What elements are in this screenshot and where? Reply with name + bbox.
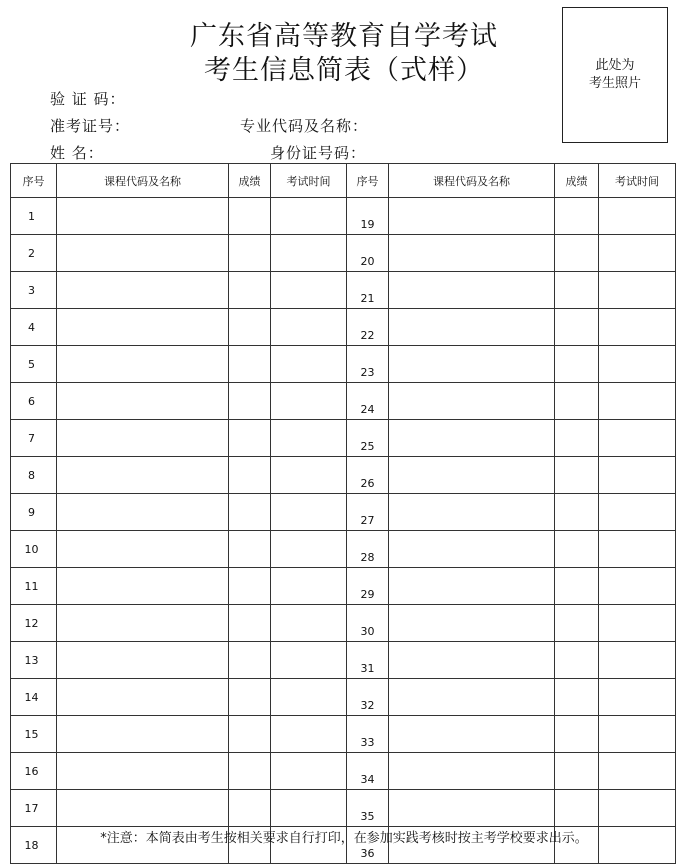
score-cell-left[interactable] (229, 198, 271, 235)
course-cell-right[interactable] (389, 494, 555, 531)
score-cell-left[interactable] (229, 790, 271, 827)
course-cell-left[interactable] (57, 346, 229, 383)
seq-number-right: 27 (347, 494, 389, 531)
score-cell-left[interactable] (229, 383, 271, 420)
table-row (11, 716, 676, 753)
table-row (11, 235, 676, 272)
score-cell-right[interactable] (555, 235, 599, 272)
course-cell-right[interactable] (389, 679, 555, 716)
verification-code-label: 验 证 码： (50, 90, 126, 108)
seq-number-right: 25 (347, 420, 389, 457)
seq-number-left: 14 (11, 679, 57, 716)
name-label: 姓 名： (50, 144, 104, 162)
exam-time-cell-left[interactable] (271, 346, 347, 383)
table-row (11, 494, 676, 531)
exam-time-cell-left[interactable] (271, 716, 347, 753)
exam-time-cell-right[interactable] (599, 716, 676, 753)
table-row (11, 531, 676, 568)
exam-time-cell-left[interactable] (271, 420, 347, 457)
seq-number-right: 32 (347, 679, 389, 716)
exam-time-cell-right[interactable] (599, 790, 676, 827)
exam-time-cell-right[interactable] (599, 235, 676, 272)
seq-number-right: 34 (347, 753, 389, 790)
course-cell-left[interactable] (57, 235, 229, 272)
header-exam-time-left: 考试时间 (271, 164, 347, 198)
table-row (11, 457, 676, 494)
score-cell-left[interactable] (229, 531, 271, 568)
seq-number-left: 1 (11, 198, 57, 235)
seq-number-right: 21 (347, 272, 389, 309)
seq-number-left: 17 (11, 790, 57, 827)
photo-placeholder-line1: 此处为 (595, 58, 635, 73)
photo-placeholder-line2: 考生照片 (588, 76, 641, 91)
exam-time-cell-left[interactable] (271, 605, 347, 642)
score-cell-left[interactable] (229, 420, 271, 457)
exam-time-cell-right[interactable] (599, 494, 676, 531)
score-cell-right[interactable] (555, 531, 599, 568)
score-cell-right[interactable] (555, 679, 599, 716)
exam-time-cell-right[interactable] (599, 642, 676, 679)
course-cell-right[interactable] (389, 790, 555, 827)
seq-number-left: 9 (11, 494, 57, 531)
table-row (11, 198, 676, 235)
seq-number-right: 33 (347, 716, 389, 753)
header-score-left: 成绩 (229, 164, 271, 198)
table-row (11, 790, 676, 827)
course-cell-left[interactable] (57, 716, 229, 753)
seq-number-left: 13 (11, 642, 57, 679)
exam-time-cell-right[interactable] (599, 457, 676, 494)
seq-number-right: 24 (347, 383, 389, 420)
course-cell-left[interactable] (57, 309, 229, 346)
seq-number-right: 31 (347, 642, 389, 679)
seq-number-right: 36 (347, 827, 389, 864)
exam-time-cell-right[interactable] (599, 753, 676, 790)
seq-number-right: 30 (347, 605, 389, 642)
course-cell-right[interactable] (389, 716, 555, 753)
course-cell-right[interactable] (389, 457, 555, 494)
score-cell-left[interactable] (229, 272, 271, 309)
exam-time-cell-left[interactable] (271, 383, 347, 420)
score-cell-right[interactable] (555, 642, 599, 679)
exam-time-cell-right[interactable] (599, 272, 676, 309)
exam-time-cell-left[interactable] (271, 198, 347, 235)
course-record-table (10, 163, 676, 864)
exam-time-cell-right[interactable] (599, 568, 676, 605)
seq-number-right: 35 (347, 790, 389, 827)
seq-number-left: 5 (11, 346, 57, 383)
exam-time-cell-left[interactable] (271, 235, 347, 272)
course-cell-right[interactable] (389, 568, 555, 605)
table-row (11, 605, 676, 642)
exam-time-cell-left[interactable] (271, 790, 347, 827)
exam-time-cell-left[interactable] (271, 494, 347, 531)
course-cell-left[interactable] (57, 272, 229, 309)
seq-number-left: 7 (11, 420, 57, 457)
seq-number-right: 19 (347, 198, 389, 235)
seq-number-left: 6 (11, 383, 57, 420)
seq-number-right: 28 (347, 531, 389, 568)
footnote: *注意：本简表由考生按相关要求自行打印，在参加实践考核时按主考学校要求出示。 (100, 831, 588, 846)
score-cell-left[interactable] (229, 716, 271, 753)
header-seq-right: 序号 (347, 164, 389, 198)
course-cell-right[interactable] (389, 420, 555, 457)
seq-number-left: 11 (11, 568, 57, 605)
score-cell-right[interactable] (555, 753, 599, 790)
course-cell-right[interactable] (389, 383, 555, 420)
course-cell-right[interactable] (389, 198, 555, 235)
course-cell-left[interactable] (57, 420, 229, 457)
table-row (11, 383, 676, 420)
seq-number-left: 10 (11, 531, 57, 568)
course-cell-left[interactable] (57, 383, 229, 420)
admission-number-label: 准考证号： (50, 117, 131, 135)
course-cell-left[interactable] (57, 679, 229, 716)
score-cell-right[interactable] (555, 309, 599, 346)
seq-number-left: 15 (11, 716, 57, 753)
exam-time-cell-right[interactable] (599, 605, 676, 642)
seq-number-right: 23 (347, 346, 389, 383)
course-cell-left[interactable] (57, 642, 229, 679)
exam-time-cell-left[interactable] (271, 457, 347, 494)
form-title-line1: 广东省高等教育自学考试 (190, 21, 498, 52)
seq-number-left: 8 (11, 457, 57, 494)
table-row (11, 642, 676, 679)
course-cell-left[interactable] (57, 457, 229, 494)
exam-time-cell-right[interactable] (599, 309, 676, 346)
course-cell-left[interactable] (57, 568, 229, 605)
exam-time-cell-left[interactable] (271, 568, 347, 605)
course-cell-right[interactable] (389, 309, 555, 346)
course-cell-left[interactable] (57, 753, 229, 790)
exam-time-cell-right[interactable] (599, 679, 676, 716)
seq-number-left: 16 (11, 753, 57, 790)
header-seq-left: 序号 (11, 164, 57, 198)
seq-number-left: 12 (11, 605, 57, 642)
seq-number-left: 18 (11, 827, 57, 864)
exam-time-cell-left[interactable] (271, 642, 347, 679)
exam-time-cell-left[interactable] (271, 679, 347, 716)
score-cell-right[interactable] (555, 605, 599, 642)
score-cell-left[interactable] (229, 568, 271, 605)
score-cell-right[interactable] (555, 383, 599, 420)
header-score-right: 成绩 (555, 164, 599, 198)
score-cell-right[interactable] (555, 790, 599, 827)
table-row (11, 679, 676, 716)
seq-number-left: 4 (11, 309, 57, 346)
seq-number-left: 2 (11, 235, 57, 272)
table-row (11, 568, 676, 605)
major-code-name-label: 专业代码及名称： (240, 117, 369, 135)
score-cell-right[interactable] (555, 420, 599, 457)
course-cell-left[interactable] (57, 531, 229, 568)
header-exam-time-right: 考试时间 (599, 164, 676, 198)
score-cell-left[interactable] (229, 753, 271, 790)
score-cell-left[interactable] (229, 346, 271, 383)
exam-time-cell-right[interactable] (599, 346, 676, 383)
score-cell-left[interactable] (229, 235, 271, 272)
table-row (11, 272, 676, 309)
score-cell-right[interactable] (555, 272, 599, 309)
score-cell-right[interactable] (555, 568, 599, 605)
course-cell-right[interactable] (389, 642, 555, 679)
form-title-line2: 考生信息简表（式样） (204, 55, 484, 86)
score-cell-left[interactable] (229, 309, 271, 346)
exam-time-cell-right[interactable] (599, 531, 676, 568)
score-cell-right[interactable] (555, 494, 599, 531)
course-cell-right[interactable] (389, 605, 555, 642)
course-cell-left[interactable] (57, 198, 229, 235)
score-cell-left[interactable] (229, 605, 271, 642)
seq-number-right: 29 (347, 568, 389, 605)
exam-time-cell-left[interactable] (271, 272, 347, 309)
seq-number-right: 20 (347, 235, 389, 272)
course-cell-right[interactable] (389, 531, 555, 568)
table-header-row (11, 164, 676, 198)
exam-time-cell-right[interactable] (599, 198, 676, 235)
header-course-left: 课程代码及名称 (57, 164, 229, 198)
score-cell-right[interactable] (555, 457, 599, 494)
id-number-label: 身份证号码： (270, 144, 367, 162)
score-cell-left[interactable] (229, 494, 271, 531)
seq-number-right: 22 (347, 309, 389, 346)
table-row (11, 309, 676, 346)
course-cell-right[interactable] (389, 272, 555, 309)
course-cell-right[interactable] (389, 753, 555, 790)
course-cell-left[interactable] (57, 790, 229, 827)
exam-time-cell-left[interactable] (271, 309, 347, 346)
course-cell-right[interactable] (389, 235, 555, 272)
course-cell-right[interactable] (389, 346, 555, 383)
score-cell-left[interactable] (229, 457, 271, 494)
course-cell-left[interactable] (57, 605, 229, 642)
score-cell-right[interactable] (555, 198, 599, 235)
table-row (11, 753, 676, 790)
score-cell-right[interactable] (555, 346, 599, 383)
table-row (11, 420, 676, 457)
score-cell-left[interactable] (229, 679, 271, 716)
score-cell-right[interactable] (555, 716, 599, 753)
table-row (11, 346, 676, 383)
score-cell-left[interactable] (229, 642, 271, 679)
seq-number-left: 3 (11, 272, 57, 309)
photo-placeholder-box (562, 7, 668, 143)
exam-time-cell-right[interactable] (599, 420, 676, 457)
course-cell-left[interactable] (57, 494, 229, 531)
header-course-right: 课程代码及名称 (389, 164, 555, 198)
exam-time-cell-right[interactable] (599, 383, 676, 420)
seq-number-right: 26 (347, 457, 389, 494)
exam-time-cell-left[interactable] (271, 753, 347, 790)
exam-time-cell-left[interactable] (271, 531, 347, 568)
